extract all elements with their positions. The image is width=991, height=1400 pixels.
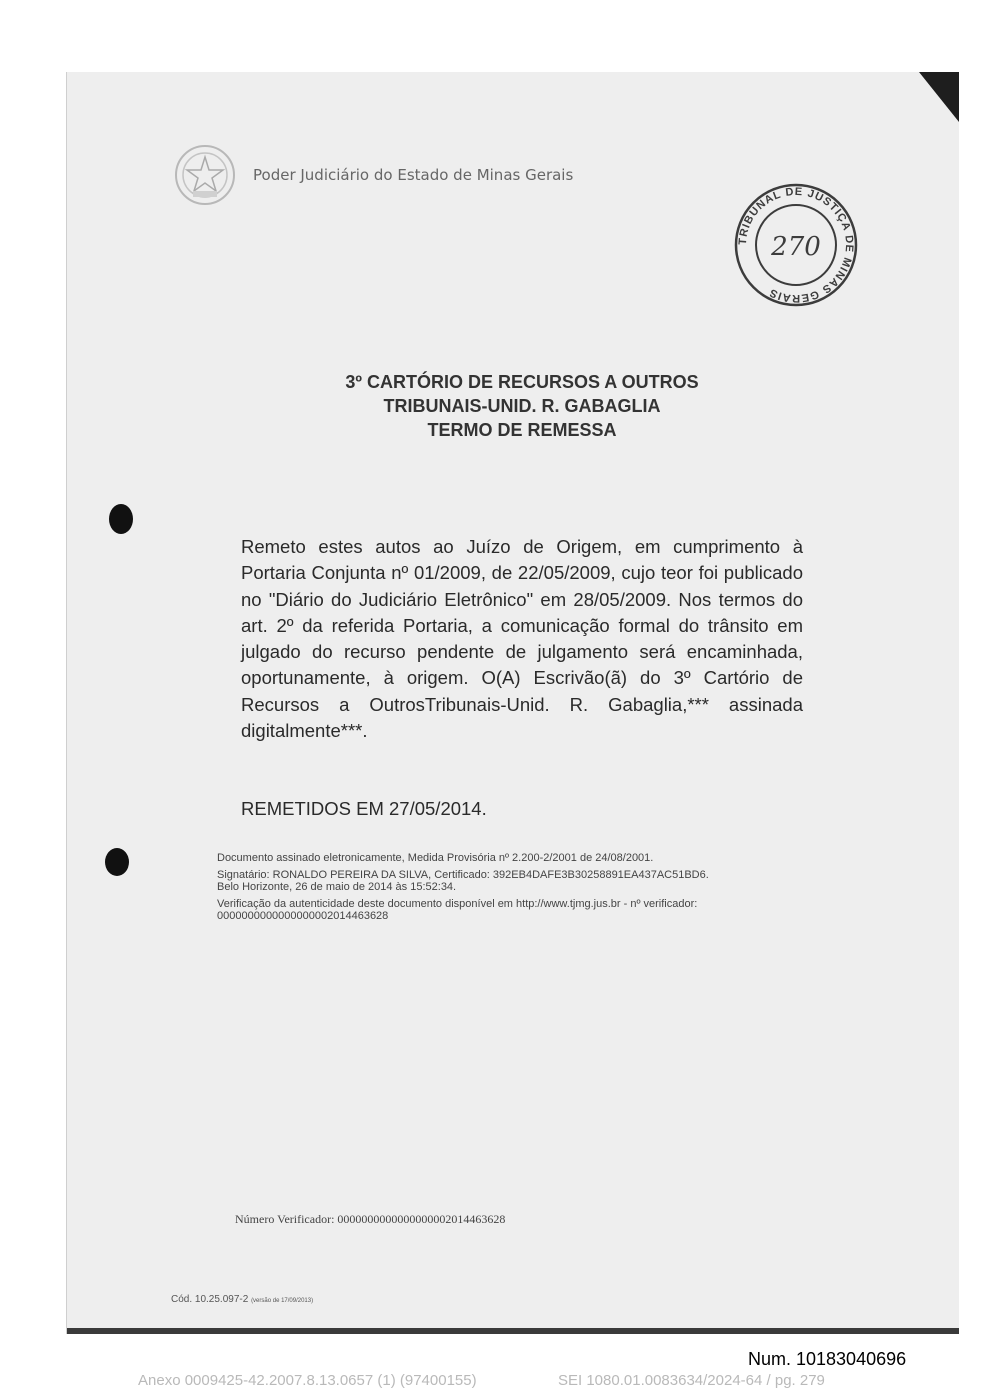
punch-hole <box>105 848 129 876</box>
stamp-outer-text: TRIBUNAL DE JUSTIÇA DE MINAS GERAIS <box>736 185 856 305</box>
form-code-main: Cód. 10.25.097-2 <box>171 1294 249 1305</box>
scanned-page <box>66 72 959 1334</box>
signature-block <box>217 852 817 927</box>
title-line-1: 3º CARTÓRIO DE RECURSOS A OUTROS <box>345 372 699 392</box>
form-code-version: (versão de 17/09/2013) <box>251 1298 314 1304</box>
page-footer <box>138 1372 938 1389</box>
body-paragraph: Remeto estes autos ao Juízo de Origem, em cumprimento à Portaria Conjunta nº 01/2009, de 22/05/2009, cujo teor foi publicado no "Diário do Judiciário Eletrônico" em 28/05/2009. Nos termos do art. 2º da referida Portaria, a comunicação formal do trânsito em julgado do recurso pendente de julgamento será encaminhada, oportunamente, à origem. O(A) Escrivão(ã) do 3º Cartório de Recursos a OutrosTribunais-Unid. R. Gabaglia,*** assinada digitalmente***. <box>241 536 803 742</box>
footer-annex-reference: Anexo 0009425-42.2007.8.13.0657 (1) (97400155) <box>138 1372 477 1389</box>
title-line-2: TRIBUNAIS-UNID. R. GABAGLIA <box>383 396 661 416</box>
signature-line-legal: Documento assinado eletronicamente, Medida Provisória nº 2.200-2/2001 de 24/08/2001. <box>217 852 654 864</box>
document-title <box>267 370 777 442</box>
signature-line-date: Belo Horizonte, 26 de maio de 2014 às 15:52:34. <box>217 881 457 893</box>
stamp-handwritten-number: 270 <box>771 232 821 262</box>
signature-line-signer: Signatário: RONALDO PEREIRA DA SILVA, Certificado: 392EB4DAFE3B30258891EA437AC51BD6. <box>217 868 709 881</box>
signature-line-verification: Verificação da autenticidade deste documento disponível em http://www.tjmg.jus.br - nº verificador: <box>217 897 698 910</box>
form-code <box>171 1294 313 1305</box>
court-name: Poder Judiciário do Estado de Minas Gerais <box>253 166 574 184</box>
court-stamp <box>731 180 861 310</box>
punch-hole <box>109 504 133 534</box>
title-line-3: TERMO DE REMESSA <box>427 420 617 440</box>
signature-line-code: 0000000000000000002014463628 <box>217 910 389 922</box>
footer-sei-reference: SEI 1080.01.0083634/2024-64 / pg. 279 <box>558 1372 825 1389</box>
scan-bottom-edge <box>67 1328 959 1334</box>
remetidos-date: REMETIDOS EM 27/05/2014. <box>241 798 487 819</box>
coat-of-arms-icon <box>173 143 237 207</box>
page-corner-fold <box>919 72 959 122</box>
document-number: Num. 10183040696 <box>748 1349 907 1369</box>
court-header <box>173 140 573 210</box>
numero-verificador: Número Verificador: 0000000000000000002014463628 <box>235 1212 506 1226</box>
